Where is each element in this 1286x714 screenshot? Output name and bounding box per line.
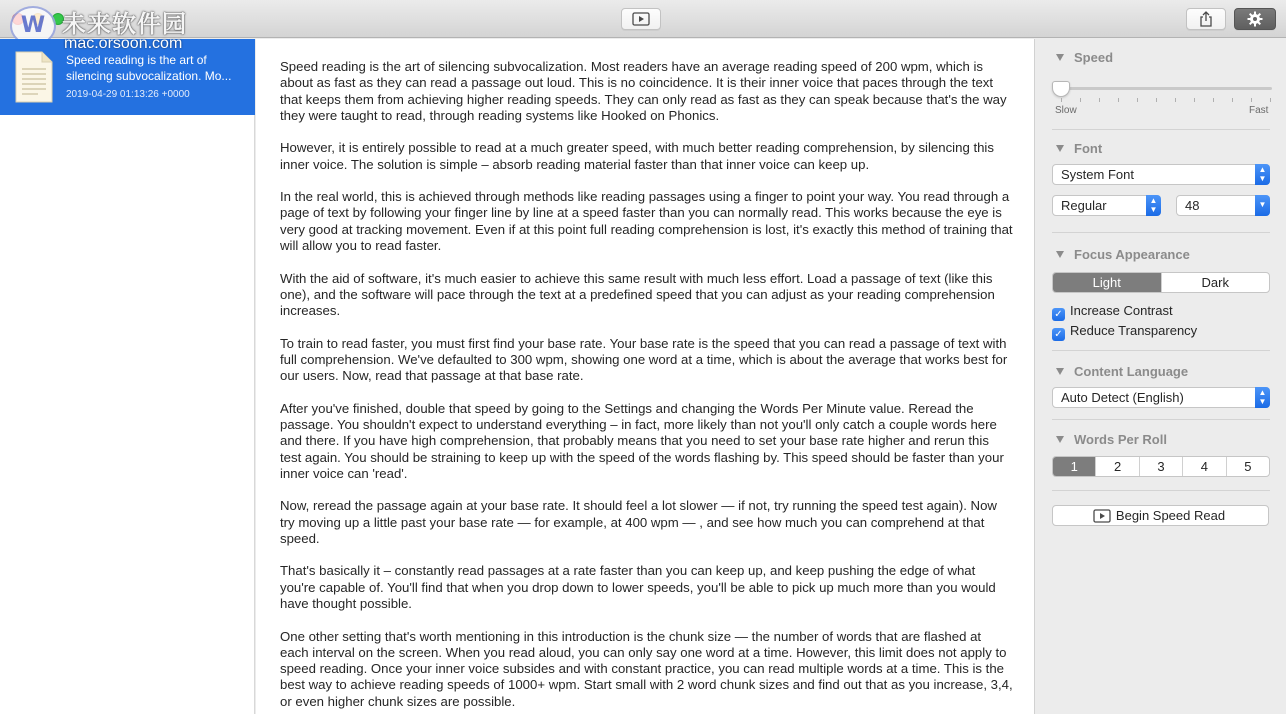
slider-tick [1061, 98, 1062, 102]
font-style-value: Regular [1061, 198, 1107, 213]
slider-tick [1099, 98, 1100, 102]
play-button[interactable] [621, 8, 661, 30]
words-per-roll-header-label: Words Per Roll [1074, 432, 1167, 447]
slider-tick [1118, 98, 1119, 102]
words-per-roll-option-5[interactable]: 5 [1226, 457, 1269, 476]
font-header-label: Font [1074, 141, 1103, 156]
words-per-roll-option-4[interactable]: 4 [1182, 457, 1225, 476]
slider-tick [1270, 98, 1271, 102]
document-date: 2019-04-29 01:13:26 +0000 [66, 89, 190, 100]
paragraph: Speed reading is the art of silencing subvocalization. Most readers have an average reading speed of 200 wpm, which is about as fast as they can read a passage out loud. This is no coincidence. It is their inner voice that paces through the text that keeps them from achieving higher reading speeds. They can only read as fast as they can speak because that's the way they were taught to read, through reading systems like Hooked on Phonics. [280, 59, 1007, 123]
paragraph: One other setting that's worth mentioning in this introduction is the chunk size — the number of words that are flashed at each interval on the screen. When you read aloud, you can only say one word at a time. However, this limit does not apply to speed reading. Once your inner voice subsides and with constant practice, you can read multiple words at a time. This is the best way to achieve reading speeds of 1000+ wpm. Start small with 2 word chunk sizes and find out that as you increase, 3,4, or even higher chunk sizes are possible. [280, 628, 1013, 709]
words-per-roll-segmented-control [1052, 456, 1270, 477]
disclosure-triangle-icon [1056, 368, 1064, 375]
checkmark-icon: ✓ [1052, 308, 1065, 321]
document-title: Speed reading is the art of silencing subvocalization. Mo... [66, 53, 232, 83]
disclosure-triangle-icon [1056, 145, 1064, 152]
document-sidebar [0, 39, 255, 714]
paragraph: To train to read faster, you must first find your base rate. Your base rate is the speed that you can read a passage of text with full comprehension. We've defaulted to 300 wpm, showing one word at a time, which is about the average that works best for our users. Now, read that passage at that base rate. [280, 335, 1008, 384]
font-family-select[interactable] [1052, 164, 1270, 185]
slider-min-label: Slow [1055, 105, 1077, 116]
font-section-header[interactable] [1056, 141, 1102, 156]
share-button[interactable] [1186, 8, 1226, 30]
speed-slider-knob[interactable] [1052, 81, 1070, 97]
paragraph: In the real world, this is achieved through methods like reading passages using a finger to point your way. You read through a page of text by following your finger line by line at a speed faster than you can normally read. This works because the eye is very good at tracking movement. Even if at this point full reading comprehension is lost, it's exactly this method of training that will allow you to read faster. [280, 189, 1013, 254]
disclosure-triangle-icon [1056, 436, 1064, 443]
slider-tick [1156, 98, 1157, 102]
focus-appearance-section-header[interactable] [1056, 247, 1190, 262]
paragraph: After you've finished, double that speed by going to the Settings and changing the Words Per Minute value. Reread the passage. You shouldn't expect to understand everything – in fact, more likely than not you'll only catch a couple words here and there. If you have high comprehension, that probably means that you need to set your base rate higher and rerun this test again. You should be straining to keep up with the speed of the words flashing by. This speed should be faster than your inner voice can 'read'. [280, 400, 1004, 481]
reduce-transparency-checkbox[interactable] [1052, 323, 1197, 341]
paragraph: With the aid of software, it's much easier to achieve this same result with much less effort. Load a passage of text (like this one), and the software will pace through the text at a predefined speed that you can adjust as your reading comprehension increases. [280, 270, 995, 319]
section-divider [1052, 419, 1270, 420]
words-per-roll-section-header[interactable] [1056, 432, 1167, 447]
font-size-combobox[interactable] [1176, 195, 1270, 216]
appearance-segmented-control [1052, 272, 1270, 293]
slider-tick [1232, 98, 1233, 102]
slider-tick [1251, 98, 1252, 102]
slider-tick [1080, 98, 1081, 102]
watermark-logo: W [10, 6, 56, 46]
paragraph: Now, reread the passage again at your base rate. It should feel a lot slower — if not, try running the speed test again). Now try moving up a little past your base rate — for example, at 400 wpm — , and see how much you can comprehend at that speed. [280, 498, 997, 546]
focus-header-label: Focus Appearance [1074, 247, 1190, 262]
words-per-roll-option-3[interactable]: 3 [1139, 457, 1182, 476]
section-divider [1052, 129, 1270, 130]
section-divider [1052, 232, 1270, 233]
language-header-label: Content Language [1074, 364, 1189, 379]
font-size-value: 48 [1185, 198, 1200, 213]
speed-section-header[interactable] [1056, 50, 1113, 65]
play-icon [632, 12, 650, 26]
slider-max-label: Fast [1249, 105, 1269, 116]
increase-contrast-label: Increase Contrast [1070, 303, 1173, 318]
window-toolbar [0, 0, 1286, 38]
slider-tick [1194, 98, 1195, 102]
appearance-dark-option[interactable]: Dark [1161, 273, 1270, 292]
appearance-light-option[interactable]: Light [1053, 273, 1161, 292]
reduce-transparency-label: Reduce Transparency [1070, 323, 1198, 338]
play-icon [1093, 509, 1111, 523]
begin-speed-read-button[interactable] [1052, 505, 1269, 526]
chevron-updown-icon: ▲ ▼ [1255, 164, 1270, 185]
words-per-roll-option-2[interactable]: 2 [1095, 457, 1138, 476]
chevron-updown-icon: ▲ ▼ [1146, 195, 1161, 216]
gear-icon [1247, 11, 1263, 27]
watermark-url: mac.orsoon.com [64, 35, 183, 52]
words-per-roll-option-1[interactable]: 1 [1053, 457, 1095, 476]
watermark-title: 未来软件园 [62, 11, 187, 38]
document-icon [14, 51, 54, 103]
chevron-down-icon: ▼ [1255, 195, 1270, 216]
speed-slider-track[interactable] [1060, 87, 1272, 90]
content-language-section-header[interactable] [1056, 364, 1188, 379]
settings-panel [1036, 39, 1286, 714]
language-value: Auto Detect (English) [1061, 390, 1184, 405]
disclosure-triangle-icon [1056, 54, 1064, 61]
reading-text-area[interactable] [256, 39, 1035, 714]
settings-button[interactable] [1234, 8, 1276, 30]
slider-tick [1175, 98, 1176, 102]
slider-tick [1137, 98, 1138, 102]
begin-speed-read-label: Begin Speed Read [1115, 508, 1226, 523]
section-divider [1052, 350, 1270, 351]
section-divider [1052, 490, 1270, 491]
paragraph: That's basically it – constantly read passages at a rate faster than you can keep up, and keep pushing the edge of what you're capable of. You'll find that when you drop down to lower speeds, you'll be able to pick up much more than you would have thought possible. [280, 563, 996, 612]
speed-header-label: Speed [1074, 50, 1114, 65]
slider-tick [1213, 98, 1214, 102]
disclosure-triangle-icon [1056, 251, 1064, 258]
share-icon [1199, 11, 1213, 27]
increase-contrast-checkbox[interactable] [1052, 303, 1173, 321]
paragraph: However, it is entirely possible to read at a much greater speed, with much better reading comprehension, by silencing this inner voice. The solution is simple – absorb reading material faster than that inner voice can keep up. [280, 140, 994, 172]
chevron-updown-icon: ▲ ▼ [1255, 387, 1270, 408]
font-style-select[interactable] [1052, 195, 1161, 216]
content-language-select[interactable] [1052, 387, 1270, 408]
checkmark-icon: ✓ [1052, 328, 1065, 341]
font-family-value: System Font [1061, 167, 1134, 182]
